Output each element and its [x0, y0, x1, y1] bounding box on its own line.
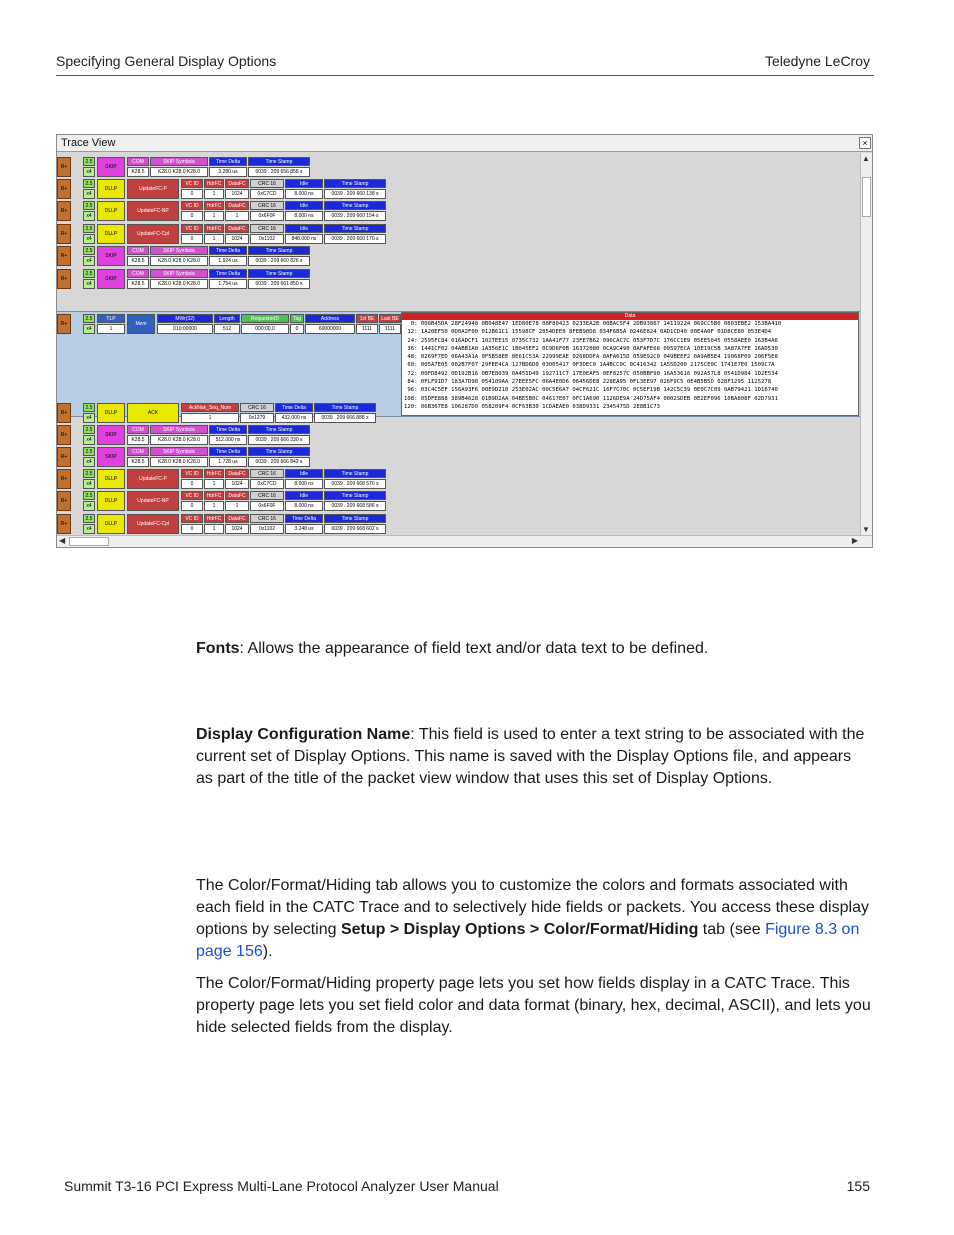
- field-value: 1111: [356, 324, 378, 334]
- packet-direction: R+: [57, 514, 71, 534]
- packet-type: SKIP: [97, 447, 125, 467]
- field-value: K28.0 K28.0 K28.0: [150, 167, 208, 177]
- cfh-text-2: tab (see: [698, 921, 766, 938]
- field-header: Time Stamp: [248, 447, 310, 456]
- scroll-down-arrow-icon[interactable]: ▼: [862, 525, 870, 534]
- figure-cross-reference-link[interactable]: Figure 8.3 on page 156: [196, 921, 860, 960]
- field-value: 0039 . 209 660 138 s: [324, 189, 386, 199]
- field-value: 512.000 ns: [209, 435, 247, 445]
- horizontal-scroll-thumb[interactable]: [69, 537, 109, 546]
- trace-view-window: [56, 134, 873, 548]
- field-value: 0039 . 209 660 826 s: [248, 256, 310, 266]
- packet-number: 1: [97, 324, 125, 334]
- color-format-hiding-property-page: The Color/Format/Hiding property page lets you set how fields display in a CATC Trace. This property page lets you set field color and data format (binary, hex, decimal, ASCII), and lets you hide selected fields from the display.: [196, 975, 871, 1036]
- field-header: Idle: [285, 224, 323, 233]
- field-header: COM: [127, 157, 149, 166]
- field-header: COM: [127, 425, 149, 434]
- vertical-scrollbar[interactable]: [860, 153, 872, 535]
- lane-speed: 2.5: [83, 514, 95, 523]
- field-header: DataFC: [225, 491, 249, 500]
- field-header: CRC 16: [250, 514, 284, 523]
- field-header: Time Stamp: [324, 514, 386, 523]
- field-header: DataFC: [225, 201, 249, 210]
- field-value: 0: [181, 234, 203, 244]
- field-header: VC ID: [181, 201, 203, 210]
- fonts-description: [196, 638, 872, 660]
- packet-type: DLLP: [97, 179, 125, 199]
- packet-direction: R+: [57, 447, 71, 467]
- field-value: K28.5: [127, 457, 149, 467]
- field-value: 1: [204, 501, 224, 511]
- field-header: Idle: [285, 201, 323, 210]
- field-value: 1.728 us: [209, 457, 247, 467]
- packet-type: DLLP: [97, 224, 125, 244]
- packet-type: DLLP: [97, 403, 125, 423]
- field-value: K28.5: [127, 167, 149, 177]
- field-header: HdrFC: [204, 179, 224, 188]
- link-width: x4: [83, 435, 95, 445]
- field-header: VC ID: [181, 491, 203, 500]
- packet-subtype: UpdateFC-P: [127, 179, 179, 199]
- field-value: 1: [204, 189, 224, 199]
- field-value: K28.5: [127, 435, 149, 445]
- packet-direction: R+: [57, 469, 71, 489]
- field-header: Time Stamp: [314, 403, 376, 412]
- field-value: 0: [181, 479, 203, 489]
- data-field-header: Data: [402, 313, 858, 320]
- field-value: 1.924 us: [209, 256, 247, 266]
- field-value: 0: [181, 501, 203, 511]
- color-format-hiding-intro: [196, 875, 872, 963]
- field-header: Time Stamp: [324, 491, 386, 500]
- field-header: DataFC: [225, 514, 249, 523]
- field-header: COM: [127, 269, 149, 278]
- trace-view-title: Trace View: [61, 137, 116, 149]
- field-header: VC ID: [181, 469, 203, 478]
- field-value: 3.280 us: [209, 167, 247, 177]
- field-header: Time Delta: [209, 157, 247, 166]
- field-value: 0039 . 209 666 842 s: [248, 457, 310, 467]
- field-header: HdrFC: [204, 469, 224, 478]
- field-value: 0039 . 209 666 330 s: [248, 435, 310, 445]
- cfh-text-3: ).: [262, 943, 273, 960]
- field-header: CRC 16: [250, 469, 284, 478]
- field-header: Time Stamp: [324, 224, 386, 233]
- vertical-scroll-thumb[interactable]: [862, 177, 871, 217]
- field-header: SKIP Symbols: [150, 246, 208, 255]
- field-value: 0039 . 209 661 850 s: [248, 279, 310, 289]
- field-header: Tag: [290, 314, 304, 323]
- cfh-text-1: The Color/Format/Hiding tab allows you to customize the colors and formats associated with each field in the CATC Trace and to selectively hide fields or packets. You access these display options by selecting: [196, 877, 869, 938]
- field-value: 0x1279: [240, 413, 274, 423]
- link-width: x4: [83, 189, 95, 199]
- packet-subtype: UpdateFC-NP: [127, 491, 179, 511]
- field-header: Idle: [285, 491, 323, 500]
- scroll-left-arrow-icon[interactable]: ◀: [59, 536, 66, 545]
- field-value: 1024: [225, 189, 249, 199]
- field-header: HdrFC: [204, 201, 224, 210]
- lane-speed: 2.5: [83, 269, 95, 278]
- packet-subtype: UpdateFC-Cpl: [127, 514, 179, 534]
- field-value: 0039 . 209 666 888 s: [314, 413, 376, 423]
- field-value: 1: [204, 524, 224, 534]
- field-header: CRC 16: [250, 201, 284, 210]
- field-header: Time Stamp: [248, 269, 310, 278]
- field-value: 8.000 ns: [285, 501, 323, 511]
- lane-speed: 2.5: [83, 491, 95, 500]
- link-width: x4: [83, 479, 95, 489]
- close-icon[interactable]: ×: [859, 137, 871, 149]
- field-value: 1: [204, 211, 224, 221]
- link-width: x4: [83, 501, 95, 511]
- field-value: 0xC7CD: [250, 189, 284, 199]
- field-header: Time Delta: [209, 269, 247, 278]
- packet-direction: R+: [57, 224, 71, 244]
- header-rule: [56, 75, 874, 76]
- link-width: x4: [83, 279, 95, 289]
- lane-speed: 2.5: [83, 314, 95, 323]
- field-value: 0x1102: [250, 524, 284, 534]
- field-value: 1: [204, 234, 224, 244]
- link-width: x4: [83, 234, 95, 244]
- field-header: DataFC: [225, 179, 249, 188]
- field-value: 1: [225, 501, 249, 511]
- field-header: DataFC: [225, 224, 249, 233]
- hex-row: 108: 05DFE888 389B4628 01B9D2AA 04BE5B0C 04617E07 0FC1A690 1126DE9A 24D75AF4 0002SDEB 0E2EF096 10BA808F 02D7931: [404, 395, 778, 402]
- field-value: 0x1102: [250, 234, 284, 244]
- field-value: 0xC7CD: [250, 479, 284, 489]
- link-width: x4: [83, 256, 95, 266]
- hex-row: 84: 0FLF91D7 183A7D90 054109AA 27EEE5FC 06A4E0D6 06456DE8 228EA95 0FL3EE97 026F9C5 0E4B5B5D 028F1295 1125278: [404, 379, 772, 386]
- lane-speed: 2.5: [83, 224, 95, 233]
- lane-speed: 2.5: [83, 179, 95, 188]
- running-header-title: Specifying General Display Options: [56, 53, 277, 69]
- field-header: Time Delta: [209, 447, 247, 456]
- field-value: 1: [181, 413, 239, 423]
- field-header: HdrFC: [204, 514, 224, 523]
- packet-subtype: Mem: [127, 314, 155, 334]
- packet-direction: R+: [57, 246, 71, 266]
- hex-row: 72: 00FD8492 0D192B16 0B7E8039 0A451D49 192711C7 17E0EAF5 0EF8257C 050BBF90 16A53616 092A57L8 0541D984 1D2E534: [404, 370, 778, 377]
- field-value: 0039 . 209 668 586 s: [324, 501, 386, 511]
- page-number: 155: [846, 1178, 870, 1194]
- field-value: 432.000 ns: [275, 413, 313, 423]
- field-value: 010:00000: [157, 324, 213, 334]
- field-header: SKIP Symbols: [150, 425, 208, 434]
- field-header: HdrFC: [204, 491, 224, 500]
- field-header: AckNak_Seq_Num: [181, 403, 239, 412]
- field-value: K28.0 K28.0 K28.0: [150, 279, 208, 289]
- link-width: x4: [83, 457, 95, 467]
- field-value: 1024: [225, 524, 249, 534]
- scroll-up-arrow-icon[interactable]: ▲: [862, 154, 870, 163]
- field-value: 8.000 ns: [285, 189, 323, 199]
- packet-subtype: UpdateFC-Cpl: [127, 224, 179, 244]
- field-header: DataFC: [225, 469, 249, 478]
- packet-type: DLLP: [97, 201, 125, 221]
- field-header: Time Stamp: [248, 157, 310, 166]
- field-header: VC ID: [181, 224, 203, 233]
- field-value: 1024: [225, 479, 249, 489]
- lane-speed: 2.5: [83, 425, 95, 434]
- field-value: 0: [290, 324, 304, 334]
- fonts-label: Fonts: [196, 640, 240, 657]
- field-value: K28.5: [127, 256, 149, 266]
- field-value: 1.754 us: [209, 279, 247, 289]
- field-value: 0x6F0F: [250, 211, 284, 221]
- field-header: Time Delta: [209, 425, 247, 434]
- packet-type: SKIP: [97, 246, 125, 266]
- packet-direction: R+: [57, 157, 71, 177]
- field-value: K28.0 K28.0 K28.0: [150, 435, 208, 445]
- field-header: Idle: [285, 469, 323, 478]
- field-header: VC ID: [181, 179, 203, 188]
- field-value: 0039 . 209 656 858 s: [248, 167, 310, 177]
- field-value: 3.248 us: [285, 524, 323, 534]
- packet-subtype: ACK: [127, 403, 179, 423]
- packet-direction: R+: [57, 314, 71, 334]
- field-header: Time Stamp: [324, 469, 386, 478]
- field-value: 8.000 ns: [285, 479, 323, 489]
- data-hex-dump: [401, 312, 859, 416]
- field-header: Length: [214, 314, 240, 323]
- field-header: Time Delta: [275, 403, 313, 412]
- field-header: Time Stamp: [248, 246, 310, 255]
- field-value: K28.5: [127, 279, 149, 289]
- field-header: CRC 16: [250, 224, 284, 233]
- lane-speed: 2.5: [83, 246, 95, 255]
- hex-row: 120: 06B367E8 106287D0 058209F4 0CF63B30 1CDAEAE0 038D9331 2345475D 2E8B1C73: [404, 403, 660, 410]
- display-config-name-label: Display Configuration Name: [196, 726, 411, 743]
- packet-type: SKIP: [97, 425, 125, 445]
- field-value: 1111: [379, 324, 401, 334]
- field-header: Address: [305, 314, 355, 323]
- field-header: Time Delta: [285, 514, 323, 523]
- packet-type: DLLP: [97, 514, 125, 534]
- display-config-name-text: : This field is used to enter a text string to be associated with the current set of Display Options. This name is saved with the Display Options file, and appears as part of the title of the packet view window that uses this set of Display Options.: [196, 726, 865, 787]
- field-header: Time Stamp: [324, 201, 386, 210]
- field-header: SKIP Symbols: [150, 269, 208, 278]
- cfh-menu-path: Setup > Display Options > Color/Format/Hiding: [340, 921, 699, 938]
- lane-speed: 2.5: [83, 469, 95, 478]
- scroll-right-arrow-icon[interactable]: ▶: [851, 536, 858, 545]
- field-header: COM: [127, 246, 149, 255]
- packet-direction: R+: [57, 179, 71, 199]
- hex-row: 36: 1441CF02 04ABB1A0 1A356E1C 1B045EF2 0C9D6F0B 16372080 0CA9C490 0AFAFE68 09597ECA 10E19C5B 3A87A7FE 16AD530: [404, 345, 778, 352]
- field-header: RequesterID: [241, 314, 289, 323]
- display-config-name-description: [196, 724, 872, 790]
- field-value: 1024: [225, 234, 249, 244]
- field-value: 60000000: [305, 324, 355, 334]
- lane-speed: 2.5: [83, 403, 95, 412]
- link-width: x4: [83, 167, 95, 177]
- field-header: Last BE: [379, 314, 401, 323]
- field-header: MWr(32): [157, 314, 213, 323]
- field-header: Time Stamp: [248, 425, 310, 434]
- field-value: 0039 . 209 668 570 s: [324, 479, 386, 489]
- field-value: 1: [225, 211, 249, 221]
- packet-type: TLP: [97, 314, 125, 323]
- field-header: VC ID: [181, 514, 203, 523]
- hex-row: 48: 0269F7ED 06A43A1A 0F5B58EE 0E61C53A 22999EAE 0268DDFA 0AFA615D 059E92C0 049BEEF2 0A9AB5E4 19068F09 206F5E8: [404, 354, 778, 361]
- link-width: x4: [83, 211, 95, 221]
- hex-row: 0: 006B45DA 28F24948 0B048E47 1ED80E78 08F80423 0233EA2E 00BAC5F4 2DB93867 14119224 069CC5B0 0803EBE2 153BA410: [404, 321, 782, 327]
- link-width: x4: [83, 413, 95, 423]
- footer-manual-title: Summit T3-16 PCI Express Multi-Lane Protocol Analyzer User Manual: [64, 1178, 499, 1194]
- hex-row: 12: 1A20EF50 0D0A2F00 012B61C1 15598CF 2854DEE8 8FEB90D8 034F6B5A 0246E824 0AD1CD40 00E4A0F 01D8CE80 053E4D4: [404, 329, 772, 336]
- field-header: COM: [127, 447, 149, 456]
- field-header: CRC 16: [250, 179, 284, 188]
- packet-subtype: UpdateFC-P: [127, 469, 179, 489]
- packet-type: SKIP: [97, 269, 125, 289]
- field-value: K28.0 K28.0 K28.0: [150, 457, 208, 467]
- packet-direction: R+: [57, 269, 71, 289]
- field-value: 0x6F0F: [250, 501, 284, 511]
- fonts-text: : Allows the appearance of field text and/or data text to be defined.: [239, 640, 709, 657]
- field-value: 0039 . 209 660 154 s: [324, 211, 386, 221]
- packet-direction: R+: [57, 201, 71, 221]
- field-value: 0039 . 209 660 170 s: [324, 234, 386, 244]
- hex-row: 96: 03C4C5EF 156A93F6 00E9D210 253E02AC 00C5E6A7 04CF621C 16F7C70C 0C5EF19B 142C5C39 0E0C7C09 0AB79421 1D16740: [404, 387, 778, 394]
- field-value: 000:00.0: [241, 324, 289, 334]
- packet-subtype: UpdateFC-NP: [127, 201, 179, 221]
- field-value: 0: [181, 524, 203, 534]
- horizontal-scrollbar[interactable]: [57, 535, 872, 547]
- field-value: 848.000 ns: [285, 234, 323, 244]
- field-header: Time Stamp: [324, 179, 386, 188]
- packet-direction: R+: [57, 403, 71, 423]
- tlp-packet-expanded[interactable]: [57, 311, 860, 417]
- field-value: K28.0 K28.0 K28.0: [150, 256, 208, 266]
- field-value: 8.000 ns: [285, 211, 323, 221]
- field-value: 512: [214, 324, 240, 334]
- field-header: SKIP Symbols: [150, 447, 208, 456]
- hex-row: 60: 005A7E05 002B7F07 29FEE4CA 127BD6D0 03005417 0F3DEC0 1A4BCC0C 0C416342 1A55D200 2175CE0C 1741E7E0 1509C7A: [404, 362, 775, 369]
- lane-speed: 2.5: [83, 201, 95, 210]
- field-header: CRC 16: [240, 403, 274, 412]
- packet-type: SKIP: [97, 157, 125, 177]
- field-value: 0039 . 209 668 602 s: [324, 524, 386, 534]
- field-value: 1: [204, 479, 224, 489]
- link-width: x4: [83, 524, 95, 534]
- lane-speed: 2.5: [83, 157, 95, 166]
- trace-view-packets[interactable]: [57, 153, 860, 535]
- lane-speed: 2.5: [83, 447, 95, 456]
- field-header: 1st BE: [356, 314, 378, 323]
- hex-row: 24: 2595FC84 016ADCF1 102TEE15 0735C732 1AA41F77 23FE7B62 096CAC7C 053F7D7C 176CC1E9 05EE5045 0558AEE0 163B4A6: [404, 337, 778, 344]
- packet-direction: R+: [57, 425, 71, 445]
- field-header: SKIP Symbols: [150, 157, 208, 166]
- field-value: 0: [181, 211, 203, 221]
- packet-type: DLLP: [97, 469, 125, 489]
- field-value: 0: [181, 189, 203, 199]
- link-width: x4: [83, 324, 95, 334]
- field-header: Idle: [285, 179, 323, 188]
- running-header-brand: Teledyne LeCroy: [764, 53, 870, 69]
- field-header: HdrFC: [204, 224, 224, 233]
- packet-type: DLLP: [97, 491, 125, 511]
- field-header: CRC 16: [250, 491, 284, 500]
- trace-view-titlebar: [57, 135, 872, 152]
- packet-direction: R+: [57, 491, 71, 511]
- field-header: Time Delta: [209, 246, 247, 255]
